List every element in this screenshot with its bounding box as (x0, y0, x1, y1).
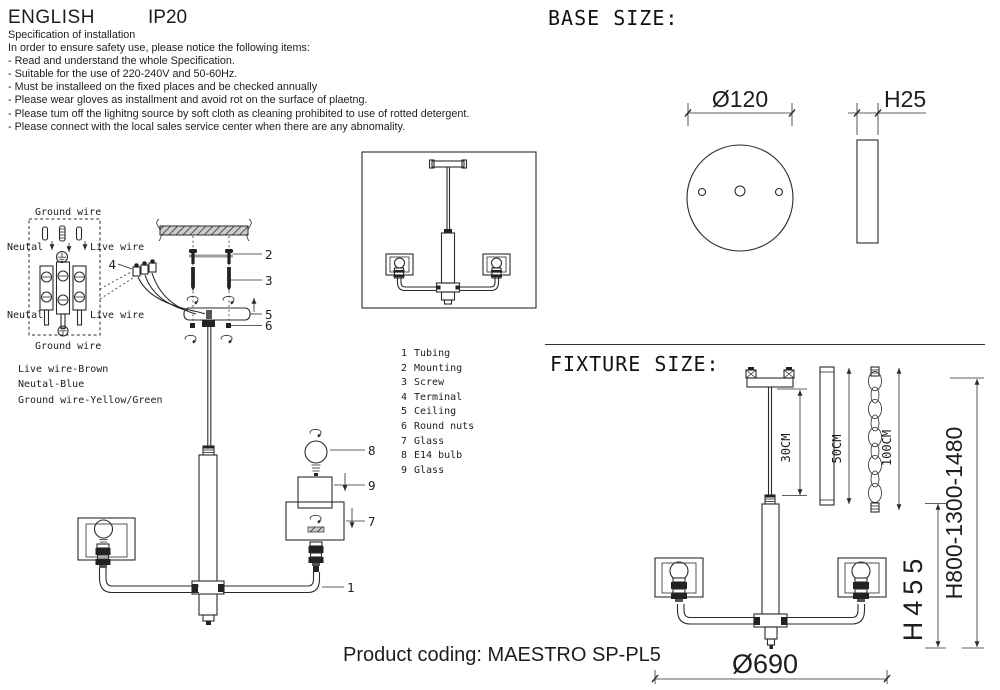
fixture-size-title: FIXTURE SIZE: (550, 352, 720, 376)
callout-mounting: 2 (265, 247, 273, 262)
parts-list-item: 7 Glass (401, 435, 445, 447)
rod-length-label: 30CM (779, 433, 793, 463)
live-top-label: Live wire (90, 242, 145, 253)
callout-tubing: 1 (347, 580, 355, 595)
fixture-ceiling-plate (747, 378, 793, 387)
legend-live: Live wire-Brown (18, 364, 109, 375)
base-side-view (857, 140, 878, 243)
neutral-bottom-label: Neutal (7, 310, 44, 321)
legend-neutral: Neutal-Blue (18, 379, 85, 390)
body-height-label: H455 (898, 552, 928, 642)
assembled-fixture-inset (362, 152, 536, 308)
wall-anchors (191, 267, 231, 291)
parts-list-item: 2 Mounting (401, 362, 463, 374)
mounting-exploded-view (78, 219, 376, 625)
spec-item: - Please tum off the lighitng source by soft cloth as cleaning prohibited to use of rotted detergent. (8, 107, 470, 120)
fixture-size-drawing (652, 367, 984, 684)
callout-outer-glass: 7 (368, 514, 376, 529)
callout-inner-glass: 9 (368, 478, 376, 493)
left-fixture-shade (655, 558, 703, 602)
callout-bulb: 8 (368, 443, 376, 458)
spec-intro: In order to ensure safety use, please notice the following items: (8, 42, 310, 55)
parts-list-item: 6 Round nuts (401, 420, 475, 432)
ground-wire-bottom-label: Ground wire (35, 341, 102, 352)
ip-rating-label: IP20 (148, 7, 188, 28)
wire-ends (43, 226, 86, 252)
parts-list (401, 347, 474, 478)
live-bottom-label: Live wire (90, 310, 145, 321)
bulb (305, 441, 327, 463)
spec-item: - Suitable for the use of 220-240V and 50-60Hz. (8, 68, 238, 81)
dimension-drawings (540, 0, 1000, 690)
ground-symbol-top (57, 252, 68, 263)
fixture-width-label: Ø690 (731, 649, 799, 679)
parts-list-item: 1 Tubing (401, 348, 451, 359)
spec-item: - Please wear gloves as installment and avoid rot on the surface of plaetng. (8, 94, 368, 107)
base-height-label: H25 (884, 86, 927, 112)
right-fixture-shade (838, 558, 886, 602)
specification-text (8, 29, 469, 134)
tube-length-label: 50CM (830, 434, 844, 464)
neutral-top-label: Neutal (7, 242, 44, 253)
spec-item: - Please connect with the local sales service center when there are any abnomality. (8, 120, 406, 133)
left-bulb (95, 520, 113, 538)
parts-list-item: 9 Glass (401, 464, 445, 476)
spec-item: - Read and understand the whole Specification. (8, 55, 235, 68)
plate-nuts (746, 367, 794, 378)
fixture-body (754, 504, 787, 649)
ceiling-plate (184, 308, 250, 320)
callout-round-nuts: 6 (265, 318, 273, 333)
parts-list-item: 5 Ceiling (401, 406, 457, 418)
right-exploded-parts (223, 429, 376, 595)
callout-ceiling: 5 (265, 307, 273, 322)
ground-wire-top-label: Ground wire (35, 207, 102, 218)
left-arm-assembly (78, 518, 199, 593)
inner-glass (298, 477, 332, 508)
legend-ground: Ground wire-Yellow/Green (18, 395, 163, 406)
terminal-block (40, 262, 86, 328)
ceiling-slab (160, 226, 248, 235)
round-nut (226, 323, 231, 328)
chain-length-label: 100CM (880, 429, 894, 467)
spec-title: Specification of installation (8, 29, 136, 41)
callout-terminal: 4 (108, 257, 116, 272)
callout-screw: 3 (265, 273, 273, 288)
overall-height-label: H800-1300-1480 (941, 426, 967, 600)
parts-list-item: 8 E14 bulb (401, 450, 463, 462)
wire-color-legend (18, 364, 163, 406)
base-diameter-label: Ø120 (711, 86, 769, 112)
base-top-view (687, 145, 793, 251)
parts-list-item: 3 Screw (401, 377, 445, 389)
wiring-diagram (7, 207, 205, 406)
round-nut (190, 323, 195, 328)
base-size-title: BASE SIZE: (548, 6, 679, 30)
spec-item: - Must be installeed on the fixed places and be checked annually (8, 81, 318, 94)
language-label: ENGLISH (8, 7, 95, 28)
product-coding: Product coding: MAESTRO SP-PL5 (343, 644, 661, 666)
chandelier-body (192, 320, 224, 625)
base-size-drawing (685, 86, 926, 251)
parts-list-item: 4 Terminal (401, 391, 463, 403)
